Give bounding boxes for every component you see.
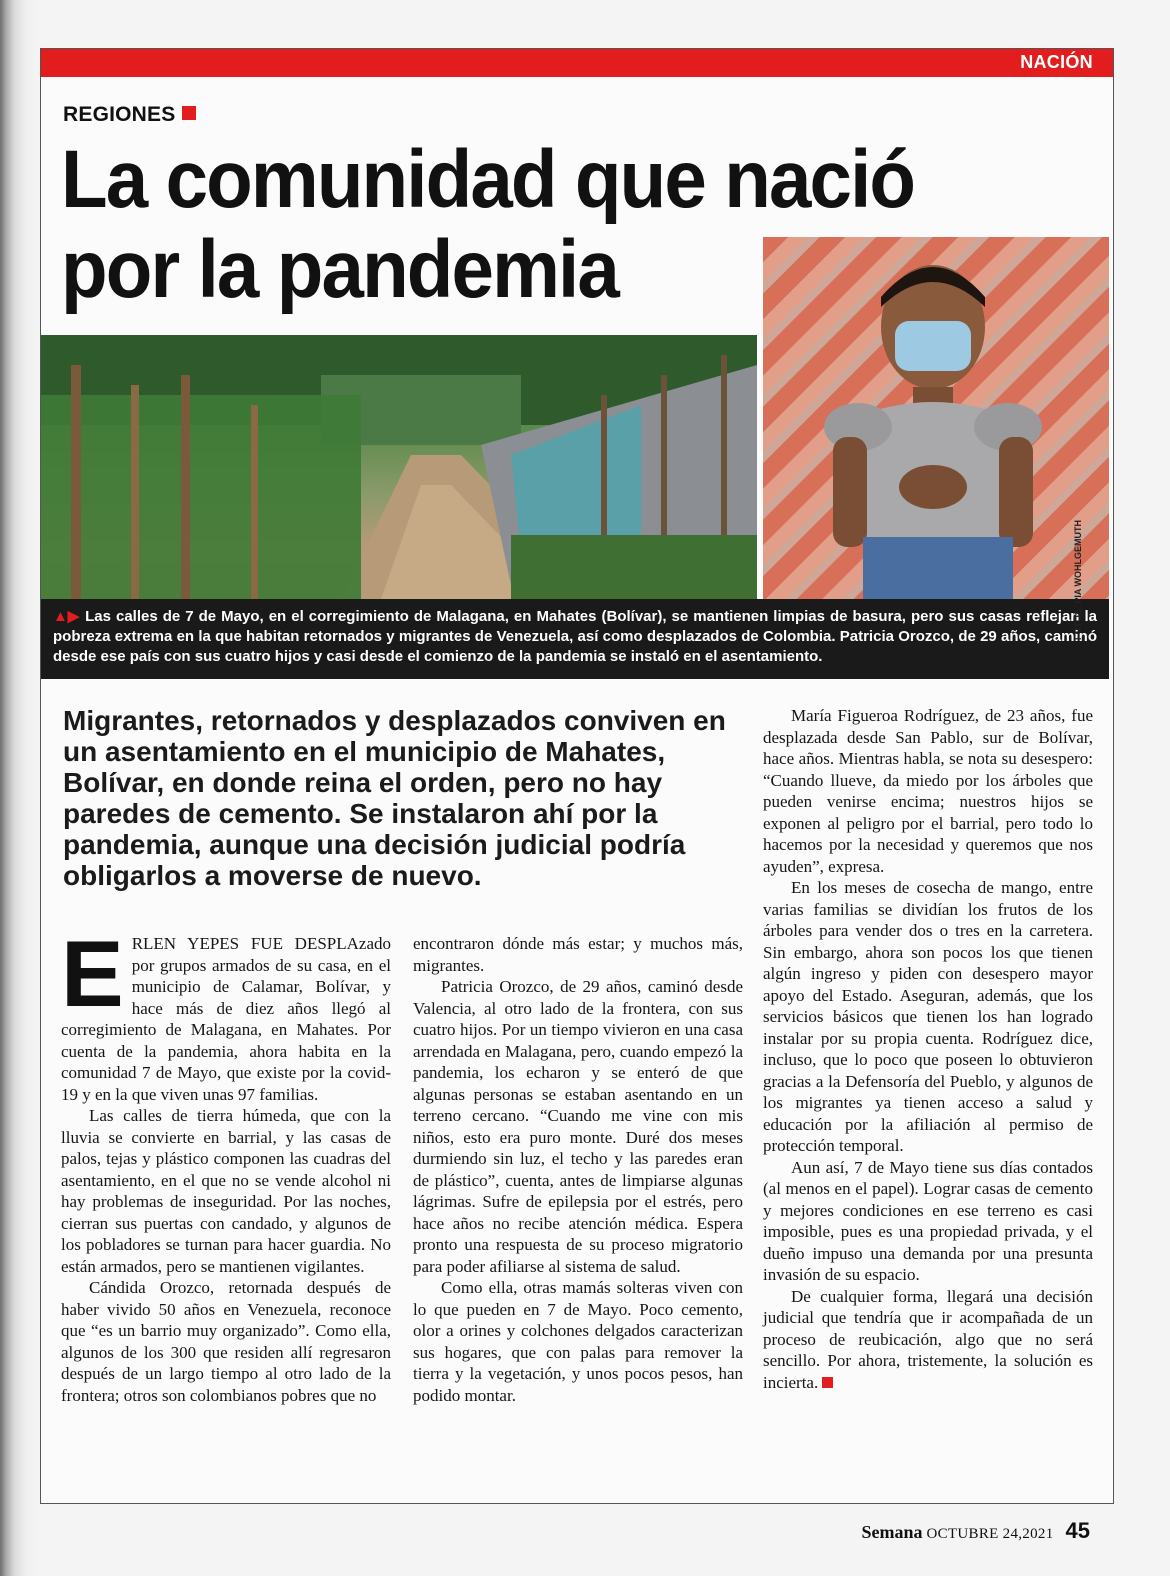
body-paragraph: encontraron dónde más estar; y muchos más, migrantes. bbox=[413, 934, 743, 975]
body-paragraph: Como ella, otras mamás solteras viven con lo que pueden en 7 de Mayo. Poco cemento, olor a orines y colchones delgados caracterizan sus hogares, que con palas para remover la tierra y la vegetación, y unos pocos pesos, han podido montar. bbox=[413, 1278, 743, 1405]
body-paragraph: María Figueroa Rodríguez, de 23 años, fue desplazada desde San Pablo, sur de Bolívar, hace años. Mientras habla, se nota su desespero: “Cuando llueve, da miedo por los árboles que pueden venirse encima; nuestros hijos se exponen al peligro por el barrial, pero todo lo hacemos por la necesidad y queremos que nos ayuden”, expresa. bbox=[763, 706, 1093, 876]
photo-credit: FOTOS: PIA WOHLGEMUTH bbox=[1073, 520, 1083, 640]
body-paragraph: Las calles de tierra húmeda, que con la lluvia se convierte en barrial, y las casas de palos, tejas y plástico componen las cuadras del asentamiento, en el que no se vende alcohol ni hay problemas de inseguridad. Por las noches, cierran sus puertas con candado, y algunos de los pobladores se turnan para hacer guardia. No están armados, pero se mantienen vigilantes. bbox=[61, 1106, 391, 1276]
kicker-square-icon bbox=[182, 106, 196, 120]
street-photo bbox=[41, 335, 757, 599]
section-label: NACIÓN bbox=[1020, 52, 1093, 72]
body-paragraph: ERLEN YEPES FUE DESPLAzado por grupos armados de su casa, en el municipio de Calamar, Bolívar, y hace más de diez años llegó al corregimiento de Malagana, en Mahates. Por cuenta de la pandemia, ahora habita en la comunidad 7 de Mayo, que existe por la covid-19 y en la que viven unas 97 familias. bbox=[61, 921, 391, 1104]
photo-caption bbox=[41, 599, 1109, 679]
section-bar bbox=[41, 49, 1113, 77]
street-illustration bbox=[41, 335, 757, 599]
headline: La comunidad que nació por la pandemia bbox=[61, 134, 915, 315]
body-column-2 bbox=[413, 933, 743, 1406]
caption-arrows-icon: ▲▶ bbox=[53, 608, 80, 625]
portrait-illustration bbox=[763, 237, 1109, 599]
issue-date: OCTUBRE 24,2021 bbox=[926, 1526, 1054, 1542]
body-paragraph: En los meses de cosecha de mango, entre varias familias se dividían los frutos de los árboles para vender dos o tres en la carretera. Sin embargo, ahora son pocos los que tienen algún ingreso y piden con desespero mayor apoyo del Estado. Aseguran, además, que los servicios básicos que tienen los han logrado instalar por su propia cuenta. Rodríguez dice, incluso, que lo poco que poseen lo obtuvieron gracias a la Defensoría del Pueblo, y algunos de los migrantes ya tienen acceso a salud y educación por la afiliación al permiso de protección temporal. bbox=[763, 878, 1093, 1155]
body-paragraph: Aun así, 7 de Mayo tiene sus días contados (al menos en el papel). Lograr casas de cemento y mejores condiciones en ese terreno es casi imposible, pues es una propiedad privada, y el dueño impuso una demanda por una presunta invasión de su espacio. bbox=[763, 1157, 1093, 1284]
kicker bbox=[63, 103, 196, 127]
end-mark-icon bbox=[822, 1377, 833, 1388]
article-deck: Migrantes, retornados y desplazados conviven en un asentamiento en el municipio de Mahates, Bolívar, en donde reina el orden, pero no hay paredes de cemento. Se instalaron ahí por la pandemia, aunque una decisión judicial podría obligarlos a moverse de nuevo. bbox=[63, 705, 726, 891]
magazine-page bbox=[40, 48, 1114, 1504]
body-column-3 bbox=[763, 705, 1093, 1393]
drop-cap: E bbox=[61, 921, 124, 1026]
body-paragraph: De cualquier forma, llegará una decisión judicial que tendría que ir acompañada de un proceso de reubicación, algo que no será sencillo. Por ahora, tristemente, la solución es incierta. bbox=[763, 1286, 1093, 1392]
page-number: 45 bbox=[1065, 1518, 1090, 1543]
caption-text: Las calles de 7 de Mayo, en el corregimiento de Malagana, en Mahates (Bolívar), se mantienen limpias de basura, pero sus casas reflejan la pobreza extrema en la que habitan retornados y migrantes de Venezuela, así como desplazados de Colombia. Patricia Orozco, de 29 años, caminó desde ese país con sus cuatro hijos y casi desde el comienzo de la pandemia se instaló en el asentamiento. bbox=[53, 608, 1097, 665]
body-paragraph: Cándida Orozco, retornada después de haber vivido 50 años en Venezuela, reconoce que “es un barrio muy organizado”. Como ella, algunos de los 300 que residen allí regresaron después de un largo tiempo al otro lado de la frontera; otros son colombianos pobres que no bbox=[61, 1278, 391, 1405]
portrait-photo bbox=[763, 237, 1109, 599]
page-footer bbox=[861, 1518, 1090, 1544]
magazine-name: Semana bbox=[861, 1522, 923, 1542]
kicker-label: REGIONES bbox=[63, 103, 176, 126]
body-paragraph: Patricia Orozco, de 29 años, caminó desde Valencia, al otro lado de la frontera, con sus cuatro hijos. Por un tiempo vivieron en una casa arrendada en Malagana, pero, cuando empezó la pandemia, los echaron y se enteró de que algunas personas se estaban asentando en un terreno cercano. “Cuando me vine con mis niños, esto era puro monte. Duré dos meses durmiendo sin luz, el techo y las paredes eran de plástico”, cuenta, antes de limpiarse algunas lágrimas. Sufre de epilepsia por el estrés, pero hace años no recibe atención médica. Espera pronto una respuesta de su proceso migratorio para poder afiliarse al sistema de salud. bbox=[413, 977, 743, 1276]
body-column-1 bbox=[61, 921, 391, 1406]
